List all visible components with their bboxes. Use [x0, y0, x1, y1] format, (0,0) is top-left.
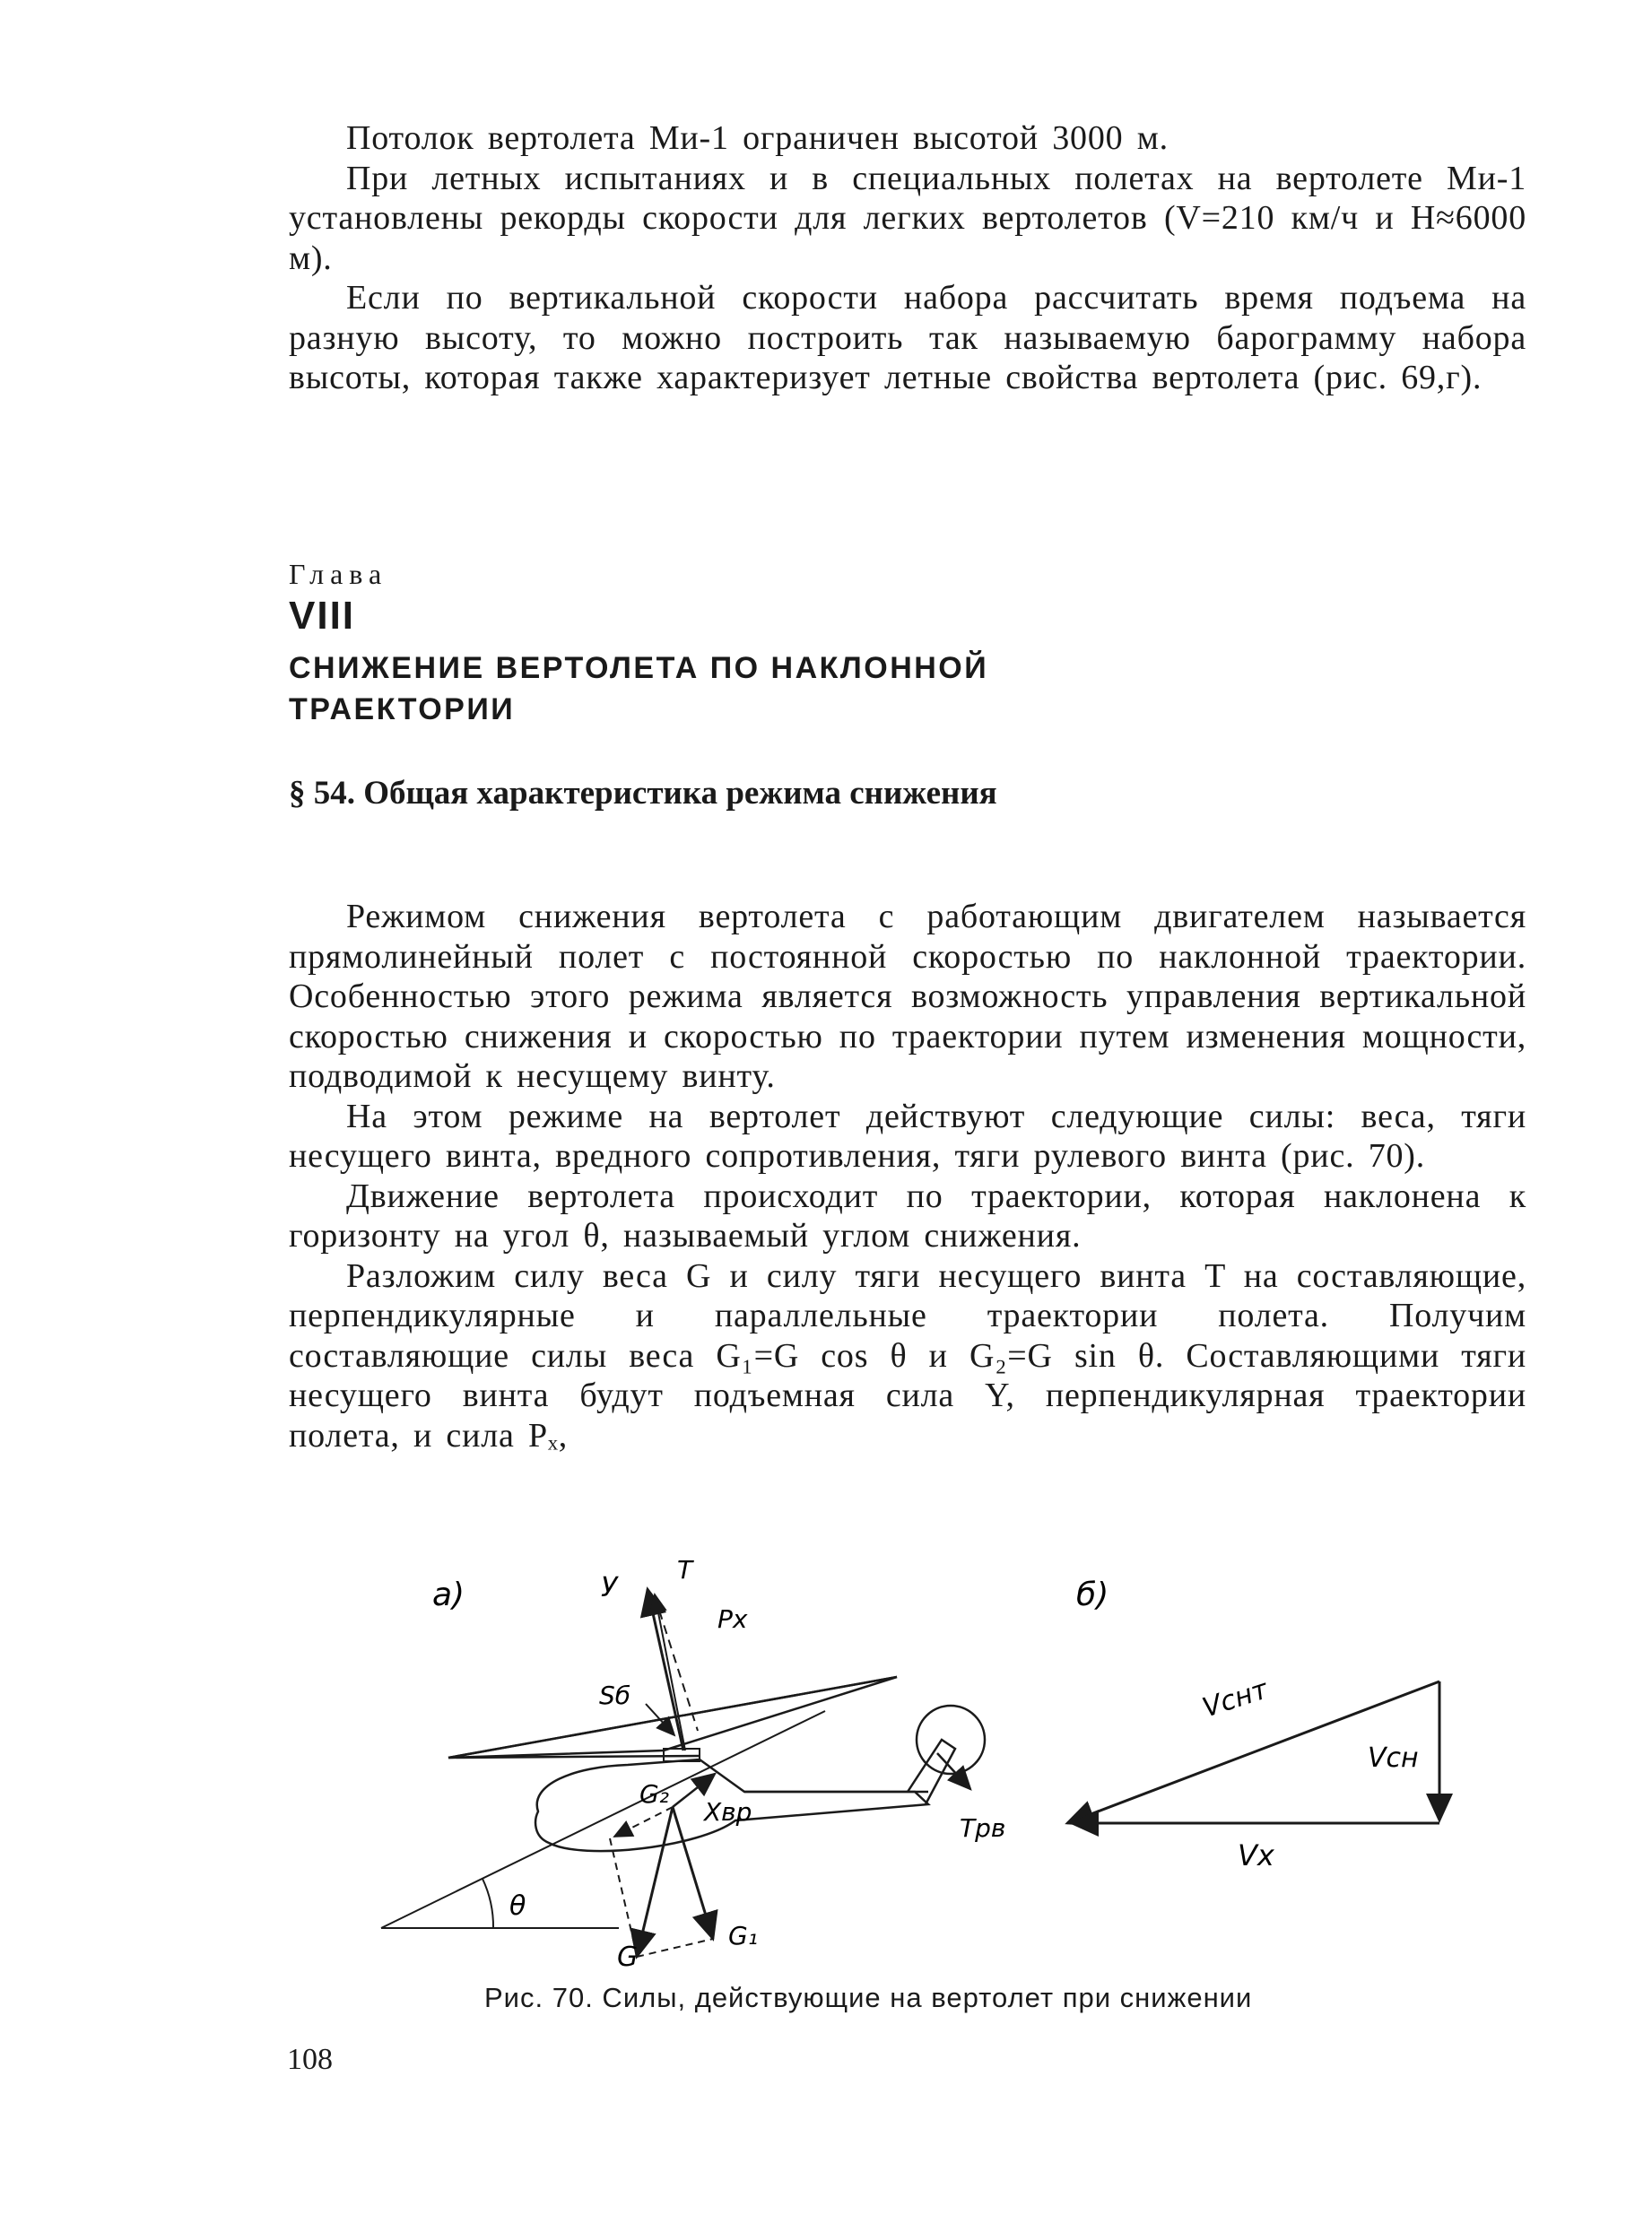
paragraph-forces: На этом режиме на вертолет действуют следующие силы: веса, тяги несущего винта, вредного сопротивления, тяги рулевого винта (рис. 70). — [289, 1097, 1526, 1175]
top-text-block — [289, 118, 1526, 398]
figure-70 — [359, 1551, 1525, 1973]
chapter-number: VIII — [289, 594, 356, 638]
g-dashed-2 — [610, 1838, 637, 1955]
main-text-block — [289, 897, 1526, 1455]
y-label: У — [601, 1572, 618, 1603]
sb-vector — [646, 1704, 674, 1735]
g-dashed-1 — [637, 1939, 713, 1957]
g2-label: G₂ — [639, 1779, 669, 1809]
lift-vector — [655, 1594, 685, 1751]
panel-b-label: б) — [1076, 1577, 1109, 1613]
xvr-label: Xвр — [704, 1797, 752, 1827]
panel-a-label: а) — [432, 1577, 465, 1613]
page-number: 108 — [287, 2043, 333, 2076]
theta-label: θ — [509, 1890, 526, 1922]
force-diagram — [359, 1551, 1525, 1973]
vsn-label: Vсн — [1368, 1742, 1419, 1774]
px-dashed-line — [655, 1596, 698, 1731]
chapter-label: Глава — [289, 558, 388, 590]
figure-caption: Рис. 70. Силы, действующие на вертолет при снижении — [484, 1982, 1253, 2013]
paragraph-definition: Режимом снижения вертолета с работающим двигателем называется прямолинейный полет с постоянной скоростью по наклонной траектории. Особенностью этого режима является возможность управления вертикальной скоростью снижения и скоростью по траектории путем изменения мощности, подводимой к несущему винту. — [289, 898, 1526, 1095]
paragraph-decomposition: Разложим силу веса G и силу тяги несущего винта T на составляющие, перпендикулярные и параллельные траектории полета. Получим составляющие силы веса G₁=G cos θ и G₂=G sin θ. Составляющими тяги несущего винта будут подъемная сила Y, перпендикулярная траектории полета, и сила Pₓ, — [289, 1256, 1526, 1455]
drag-vector — [614, 1807, 673, 1837]
t-label: T — [677, 1555, 693, 1585]
chapter-title: СНИЖЕНИЕ ВЕРТОЛЕТА ПО НАКЛОННОЙ ТРАЕКТОРИИ — [289, 651, 989, 726]
theta-arc — [483, 1879, 493, 1928]
vsnt-label: Vснт — [1198, 1673, 1272, 1724]
section-title: § 54. Общая характеристика режима снижения — [289, 775, 997, 812]
px-label: Pх — [717, 1604, 748, 1634]
paragraph-records: При летных испытаниях и в специальных полетах на вертолете Ми-1 установлены рекорды скорости для легких вертолетов (V=210 км/ч и H≈6000 м). — [289, 159, 1526, 277]
g1-label: G₁ — [728, 1921, 758, 1950]
g-label: G — [617, 1942, 639, 1973]
vx-label: Vх — [1238, 1838, 1274, 1872]
tail-rotor — [917, 1706, 985, 1774]
tail-fin — [908, 1740, 955, 1804]
g1-vector — [673, 1807, 713, 1939]
sb-label: Sб — [599, 1681, 631, 1710]
trv-label: Tрв — [960, 1813, 1006, 1843]
paragraph-ceiling: Потолок вертолета Ми-1 ограничен высотой 3000 м. — [346, 119, 1169, 157]
paragraph-motion: Движение вертолета происходит по траектории, которая наклонена к горизонту на угол θ, называемый углом снижения. — [289, 1177, 1526, 1255]
paragraph-barogram: Если по вертикальной скорости набора рассчитать время подъема на разную высоту, то можно построить так называемую барограмму набора высоты, которая также характеризует летные свойства вертолета (рис. 69,г). — [289, 279, 1526, 396]
weight-vector — [637, 1807, 673, 1957]
